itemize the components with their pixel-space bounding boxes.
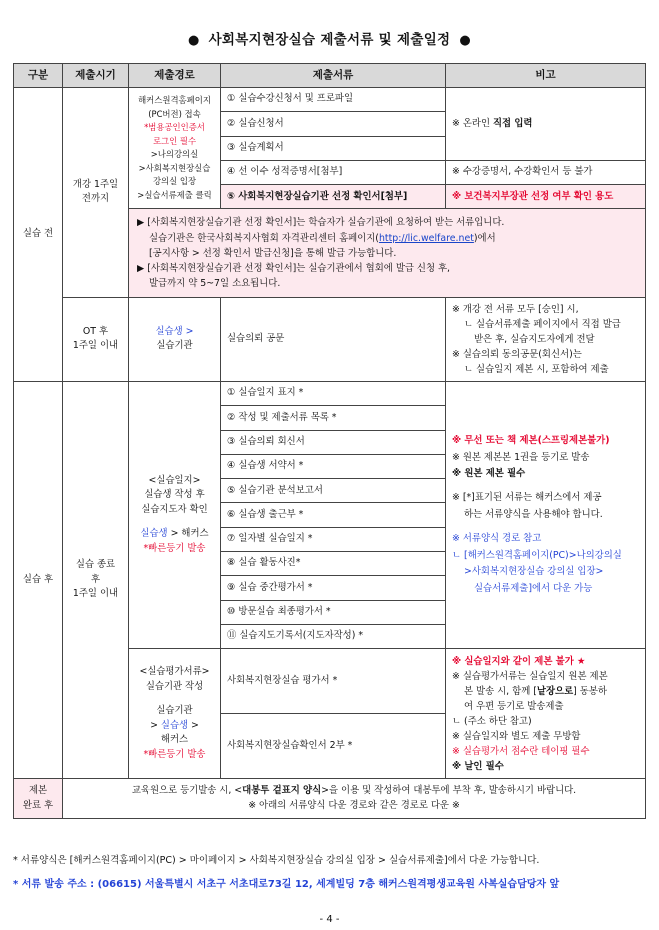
doc-eval: 사회복지현장실습 평가서 * — [221, 649, 446, 714]
doc-item: ③ 실습계획서 — [221, 136, 446, 160]
route-after-eval: <실습평가서류> 실습기관 작성 실습기관 > 실습생 > 해커스 *빠른등기 발송 — [129, 649, 221, 779]
header-documents: 제출서류 — [221, 64, 446, 88]
timing-before: 개강 1주일 전까지 — [63, 88, 129, 298]
table-header-row — [14, 64, 646, 88]
category-final: 제본 완료 후 — [14, 779, 63, 819]
footnote-form-path: * 서류양식은 [해커스원격홈페이지(PC) > 마이페이지 > 사회복지현장실습 강의실 입장 > 실습서류제출]에서 다운 가능합니다. — [13, 855, 540, 866]
table-row — [14, 381, 646, 405]
route-ot: 실습생 > 실습기관 — [129, 297, 221, 381]
doc-item: ④ 실습생 서약서 * — [221, 454, 446, 478]
table-row — [14, 779, 646, 819]
header-route: 제출경로 — [129, 64, 221, 88]
welfare-link[interactable]: http://lic.welfare.net — [378, 232, 474, 244]
route-before: 해커스원격홈페이지 (PC버전) 접속 *범용공인인증서 로그인 필수 >나의강의실 >사회복지현장실습 강의실 입장 >실습서류제출 클릭 — [129, 88, 221, 209]
route-after-journal: <실습일지> 실습생 작성 후 실습지도자 확인 실습생 > 해커스 *빠른등기 발송 — [129, 381, 221, 648]
page-title-text: 사회복지현장실습 제출서류 및 제출일정 — [208, 32, 451, 48]
doc-item: ⑨ 실습 중간평가서 * — [221, 576, 446, 600]
note-online: ※ 온라인 직접 입력 — [446, 88, 646, 161]
info-box: ▶ [사회복지현장실습기관 선정 확인서]는 학습자가 실습기관에 요청하여 받는 서류입니다. 실습기관은 한국사회복지사협회 자격관리센터 홈페이지(http://lic.welfare.net)에서 [공지사항 > 선정 확인서 발급신청]을 통해 발급 가능합니다. ▶ [사회복지현장실습기관 선정 확인서]는 실습기관에서 협회에 발급 신청 후, 발급까지 약 5~7일 소요됩니다. — [129, 209, 646, 297]
table-row — [14, 88, 646, 112]
note-eval: ※ 실습일지와 같이 제본 불가 ★ ※ 실습평가서류는 실습일지 원본 제본 본 발송 시, 함께 [낱장으로] 동봉하 여 우편 등기로 발송제출 ㄴ (주소 하단 참고) ※ 실습일지와 별도 제출 무방함 ※ 실습평가서 점수란 테이핑 필수 ※ 날인 필수 — [446, 649, 646, 779]
doc-item: ② 실습신청서 — [221, 112, 446, 136]
final-note: 교육원으로 등기발송 시, <대봉투 겉표지 양식>을 이용 및 작성하여 대봉투에 부착 후, 발송하시기 바랍니다. ※ 아래의 서류양식 다운 경로와 같은 경로로 다운 ※ — [63, 779, 646, 819]
doc-confirm: 사회복지현장실습확인서 2부 * — [221, 714, 446, 779]
header-timing: 제출시기 — [63, 64, 129, 88]
page-title — [0, 28, 659, 48]
category-after: 실습 후 — [14, 381, 63, 778]
doc-item: ⑥ 실습생 출근부 * — [221, 503, 446, 527]
footnote-address: * 서류 발송 주소 : (06615) 서울특별시 서초구 서초대로73길 12, 세계빌딩 7층 해커스원격평생교육원 사복실습담당자 앞 — [13, 879, 560, 890]
page-number: - 4 - — [319, 914, 340, 925]
timing-after: 실습 종료 후 1주일 이내 — [63, 381, 129, 778]
submission-table — [13, 63, 646, 819]
header-remarks: 비고 — [446, 64, 646, 88]
timing-ot: OT 후 1주일 이내 — [63, 297, 129, 381]
doc-item-highlight: ⑤ 사회복지현장실습기관 선정 확인서[첨부] — [221, 185, 446, 209]
doc-item: ⑤ 실습기관 분석보고서 — [221, 479, 446, 503]
doc-item: ① 실습수강신청서 및 프로파일 — [221, 88, 446, 112]
header-category: 구분 — [14, 64, 63, 88]
doc-item: ⑩ 방문실습 최종평가서 * — [221, 600, 446, 624]
doc-item: ⑧ 실습 활동사진* — [221, 552, 446, 576]
doc-item: ① 실습일지 표지 * — [221, 381, 446, 405]
doc-item: ④ 선 이수 성적증명서[첨부] — [221, 160, 446, 184]
doc-item: ⑦ 일자별 실습일지 * — [221, 527, 446, 551]
note-selection: ※ 보건복지부장관 선정 여부 확인 용도 — [446, 185, 646, 209]
doc-item: ③ 실습의뢰 회신서 — [221, 430, 446, 454]
doc-item: ② 작성 및 제출서류 목록 * — [221, 406, 446, 430]
note-transcript: ※ 수강증명서, 수강확인서 등 불가 — [446, 160, 646, 184]
doc-item: ⑪ 실습지도기록서(지도자작성) * — [221, 624, 446, 648]
title-bullet-left: ● — [187, 33, 200, 48]
doc-ot: 실습의뢰 공문 — [221, 297, 446, 381]
title-bullet-right: ● — [459, 33, 472, 48]
category-before: 실습 전 — [14, 88, 63, 382]
note-journal: ※ 무선 또는 책 제본(스프링제본불가) ※ 원본 제본본 1권을 등기로 발송 ※ 원본 제본 필수 ※ [*]표기된 서류는 해커스에서 제공 하는 서류양식을 사용해야 합니다. ※ 서류양식 경로 참고 ㄴ [해커스원격홈페이지(PC)>나의강의실 >사회복지현장실습 강의실 입장> 실습서류제출]에서 다운 가능 — [446, 381, 646, 648]
table-row — [14, 297, 646, 381]
note-ot: ※ 개강 전 서류 모두 [승인] 시, ㄴ 실습서류제출 페이지에서 직접 발급 받은 후, 실습지도자에게 전달 ※ 실습의뢰 동의공문(회신서)는 ㄴ 실습일지 제본 시, 포함하여 제출 — [446, 297, 646, 381]
